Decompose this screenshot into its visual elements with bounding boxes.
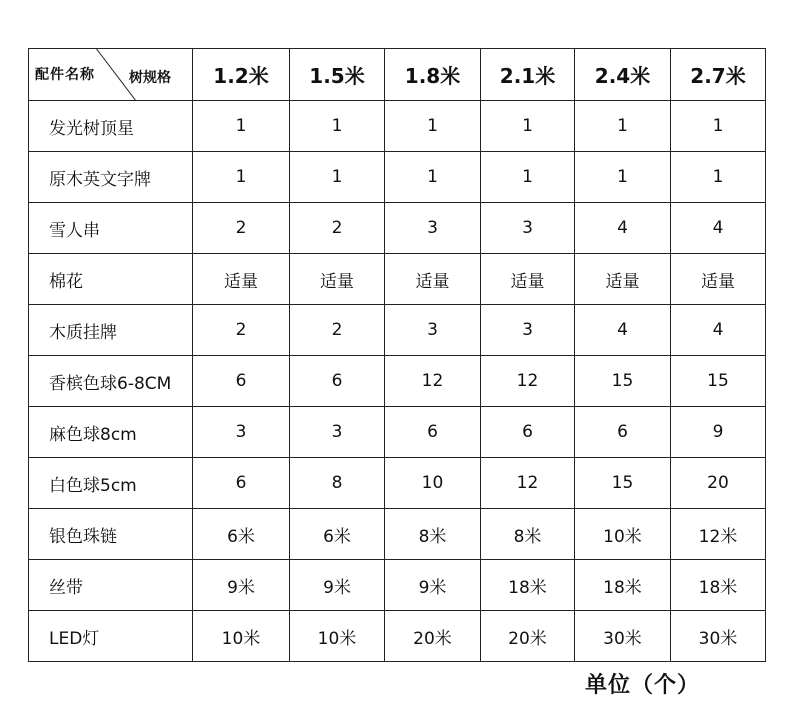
- quantity-cell: 9米: [193, 560, 290, 611]
- table-row: [29, 254, 766, 305]
- quantity-cell: 18米: [671, 560, 766, 611]
- corner-label-tree-size: 树规格: [129, 70, 171, 86]
- quantity-cell: 8米: [385, 509, 481, 560]
- row-label: 银色珠链: [29, 509, 193, 560]
- size-header: 2.7米: [671, 49, 766, 101]
- row-label: 发光树顶星: [29, 101, 193, 152]
- quantity-cell: 1: [193, 101, 290, 152]
- table-row: [29, 509, 766, 560]
- unit-note: 单位（个）: [585, 673, 701, 698]
- quantity-cell: 12: [385, 356, 481, 407]
- size-header: 2.4米: [575, 49, 671, 101]
- quantity-cell: 2: [193, 305, 290, 356]
- size-header: 1.2米: [193, 49, 290, 101]
- table-row: [29, 203, 766, 254]
- quantity-cell: 30米: [575, 611, 671, 662]
- size-header: 1.8米: [385, 49, 481, 101]
- quantity-cell: 3: [290, 407, 385, 458]
- quantity-cell: 3: [385, 203, 481, 254]
- quantity-cell: 9米: [385, 560, 481, 611]
- quantity-cell: 1: [671, 152, 766, 203]
- quantity-cell: 3: [193, 407, 290, 458]
- table-row: [29, 407, 766, 458]
- quantity-cell: 20米: [481, 611, 575, 662]
- quantity-cell: 4: [671, 305, 766, 356]
- header-row: [29, 49, 766, 101]
- quantity-cell: 12: [481, 458, 575, 509]
- quantity-cell: 1: [575, 152, 671, 203]
- quantity-cell: 4: [575, 305, 671, 356]
- table-row: [29, 101, 766, 152]
- quantity-cell: 适量: [671, 254, 766, 305]
- quantity-cell: 适量: [385, 254, 481, 305]
- quantity-cell: 9: [671, 407, 766, 458]
- row-label: 麻色球8cm: [29, 407, 193, 458]
- quantity-cell: 15: [575, 356, 671, 407]
- row-label: 丝带: [29, 560, 193, 611]
- quantity-cell: 8米: [481, 509, 575, 560]
- spec-table-container: [28, 48, 766, 662]
- quantity-cell: 15: [671, 356, 766, 407]
- table-row: [29, 152, 766, 203]
- quantity-cell: 15: [575, 458, 671, 509]
- quantity-cell: 6米: [193, 509, 290, 560]
- row-label: 木质挂牌: [29, 305, 193, 356]
- quantity-cell: 4: [575, 203, 671, 254]
- quantity-cell: 3: [385, 305, 481, 356]
- quantity-cell: 1: [575, 101, 671, 152]
- quantity-cell: 8: [290, 458, 385, 509]
- quantity-cell: 1: [290, 101, 385, 152]
- quantity-cell: 6: [385, 407, 481, 458]
- quantity-cell: 10: [385, 458, 481, 509]
- quantity-cell: 18米: [575, 560, 671, 611]
- quantity-cell: 6米: [290, 509, 385, 560]
- quantity-cell: 6: [193, 458, 290, 509]
- row-label: 雪人串: [29, 203, 193, 254]
- quantity-cell: 3: [481, 203, 575, 254]
- quantity-cell: 适量: [575, 254, 671, 305]
- quantity-cell: 1: [481, 101, 575, 152]
- table-row: [29, 458, 766, 509]
- quantity-cell: 1: [290, 152, 385, 203]
- quantity-cell: 适量: [290, 254, 385, 305]
- quantity-cell: 10米: [575, 509, 671, 560]
- quantity-cell: 1: [385, 152, 481, 203]
- quantity-cell: 6: [575, 407, 671, 458]
- row-label: LED灯: [29, 611, 193, 662]
- quantity-cell: 18米: [481, 560, 575, 611]
- corner-header-cell: [29, 49, 193, 101]
- quantity-cell: 20米: [385, 611, 481, 662]
- size-header: 2.1米: [481, 49, 575, 101]
- row-label: 棉花: [29, 254, 193, 305]
- quantity-cell: 2: [193, 203, 290, 254]
- row-label: 香槟色球6-8CM: [29, 356, 193, 407]
- quantity-cell: 6: [193, 356, 290, 407]
- quantity-cell: 3: [481, 305, 575, 356]
- table-row: [29, 305, 766, 356]
- quantity-cell: 12米: [671, 509, 766, 560]
- table-row: [29, 356, 766, 407]
- quantity-cell: 1: [385, 101, 481, 152]
- quantity-cell: 12: [481, 356, 575, 407]
- table-row: [29, 611, 766, 662]
- quantity-cell: 1: [481, 152, 575, 203]
- quantity-cell: 30米: [671, 611, 766, 662]
- quantity-cell: 适量: [193, 254, 290, 305]
- quantity-cell: 1: [193, 152, 290, 203]
- accessory-spec-table: [28, 48, 766, 662]
- quantity-cell: 1: [671, 101, 766, 152]
- quantity-cell: 2: [290, 203, 385, 254]
- quantity-cell: 10米: [290, 611, 385, 662]
- quantity-cell: 6: [290, 356, 385, 407]
- quantity-cell: 20: [671, 458, 766, 509]
- quantity-cell: 9米: [290, 560, 385, 611]
- size-header: 1.5米: [290, 49, 385, 101]
- row-label: 原木英文字牌: [29, 152, 193, 203]
- table-row: [29, 560, 766, 611]
- corner-label-accessory: 配件名称: [35, 67, 95, 83]
- quantity-cell: 6: [481, 407, 575, 458]
- row-label: 白色球5cm: [29, 458, 193, 509]
- quantity-cell: 10米: [193, 611, 290, 662]
- quantity-cell: 适量: [481, 254, 575, 305]
- quantity-cell: 4: [671, 203, 766, 254]
- quantity-cell: 2: [290, 305, 385, 356]
